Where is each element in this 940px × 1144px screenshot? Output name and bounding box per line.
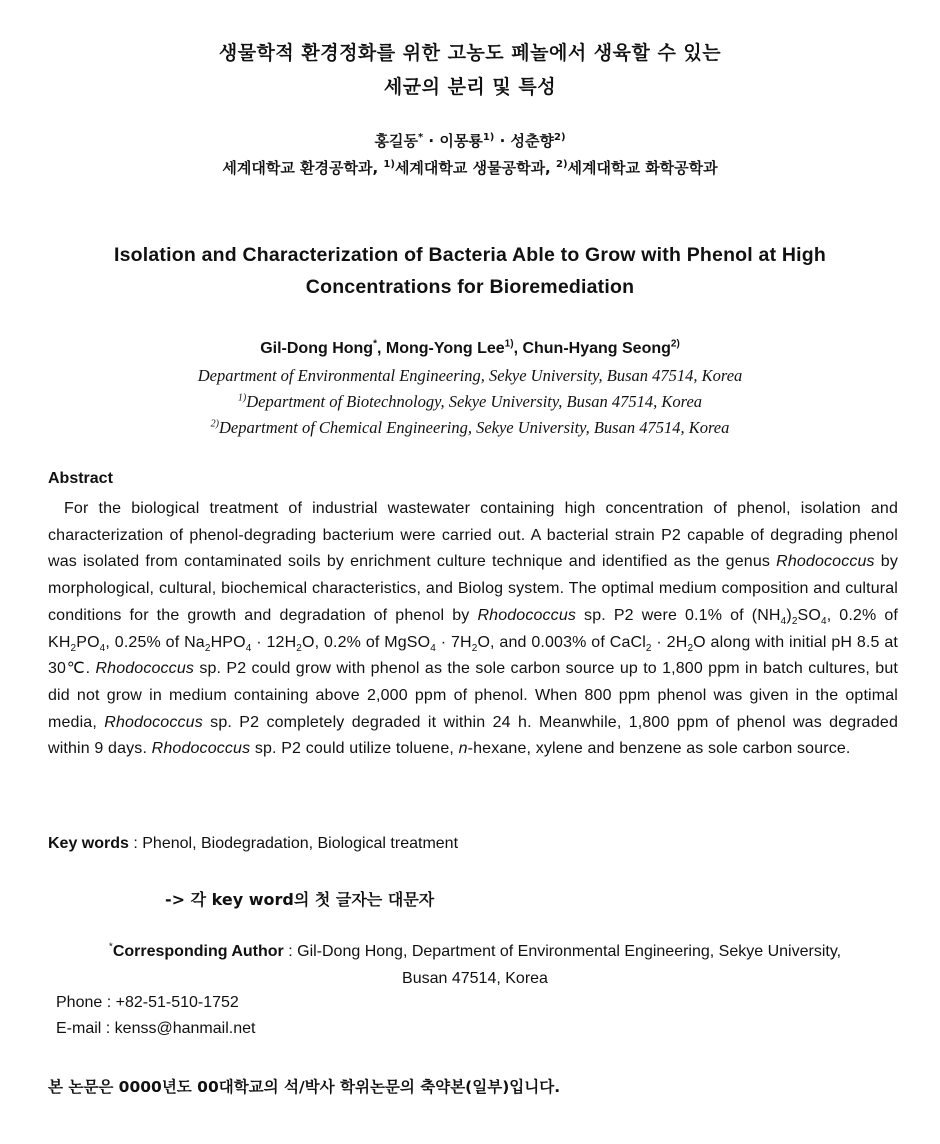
korean-authors <box>0 128 940 155</box>
korean-affiliation-1: 세계대학교 환경공학과, <box>222 159 384 177</box>
affiliation-marker-1: 1) <box>482 132 495 143</box>
english-author-3: , Chun-Hyang Seong <box>513 340 671 357</box>
phone: Phone : +82-51-510-1752 <box>56 994 239 1011</box>
corresponding-text: : Gil-Dong Hong, Department of Environmental Engineering, Sekye University, Busan 47514, Korea <box>283 943 842 987</box>
affiliation-marker-1: 1) <box>383 159 395 170</box>
korean-affiliation-2: 세계대학교 생물공학과, <box>394 159 556 177</box>
corresponding-marker: * <box>373 338 377 350</box>
korean-title <box>0 36 940 104</box>
email: E-mail : kenss@hanmail.net <box>56 1020 256 1037</box>
abstract-body: For the biological treatment of industrial wastewater containing high concentration of phenol, isolation and characterization of phenol-degrading bacterium were carried out. A bacterial strain P2 capable of degrading phenol was isolated from contaminated soils by enrichment culture technique and identified as the genus Rhodococcus by morphological, cultural, biochemical characteristics, and Biolog system. The optimal medium composition and cultural conditions for the growth and degradation of phenol by Rhodococcus sp. P2 were 0.1% of $(NH_4)_2SO_4$, 0.2% of $KH_2PO_4$, 0.25% of $Na_2HPO_4 \cdot 12H_2O$, 0.2% of MgSO$_4$ · $7H_2O$, and 0.003% of CaCl$_2$ · $2H_2O$ along with initial pH 8.5 at 30℃. Rhodococcus sp. P2 could grow with phenol as the sole carbon source up to 1,800 ppm in batch cultures, but did not grow in medium containing above 2,000 ppm of phenol. When 800 ppm phenol was given in the optimal media, Rhodococcus sp. P2 completely degraded it within 24 h. Meanwhile, 1,800 ppm of phenol was degraded within 9 days. Rhodococcus sp. P2 could utilize toluene, n-hexane, xylene and benzene as sole carbon source. <box>48 500 899 758</box>
corresponding-label: Corresponding Author <box>112 943 284 960</box>
corresponding-author <box>90 939 860 992</box>
keywords <box>48 835 458 853</box>
english-author-2: , Mong-Yong Lee <box>376 340 505 357</box>
english-author-1: Gil-Dong Hong <box>260 340 374 357</box>
abstract-heading: Abstract <box>48 470 113 487</box>
keywords-note: -> 각 key word의 첫 글자는 대문자 <box>165 890 435 909</box>
footer-note: 본 논문은 0000년도 00대학교의 석/박사 학위논문의 축약본(일부)입니다. <box>48 1078 561 1096</box>
korean-affiliation-3: 세계대학교 화학공학과 <box>567 159 718 177</box>
english-affiliation-1: Department of Environmental Engineering, Sekye University, Busan 47514, Korea <box>197 366 743 385</box>
english-title <box>0 239 940 303</box>
english-affiliation-3: $^{2)}$Department of Chemical Engineering, Sekye University, Busan 47514, Korea <box>210 418 730 437</box>
affiliation-marker-1: 1) <box>504 338 514 350</box>
english-title-line-1: Isolation and Characterization of Bacteria Able to Grow with Phenol at High <box>113 244 827 266</box>
korean-title-line-1: 생물학적 환경정화를 위한 고농도 페놀에서 생육할 수 있는 <box>218 42 722 64</box>
corresponding-marker: * <box>108 941 113 953</box>
affiliation-marker-2: 2) <box>670 338 680 350</box>
korean-affiliations <box>0 155 940 182</box>
corresponding-marker: * <box>417 132 424 143</box>
english-affiliation-2: $^{1)}$Department of Biotechnology, Sekye University, Busan 47514, Korea <box>237 392 703 411</box>
english-authors <box>0 340 940 358</box>
korean-author-1: 홍길동 <box>374 132 418 150</box>
korean-title-line-2: 세균의 분리 및 특성 <box>383 76 557 98</box>
korean-author-2: · 이몽룡 <box>423 132 483 150</box>
english-affiliations <box>0 363 940 441</box>
keywords-text: : Phenol, Biodegradation, Biological treatment <box>128 835 459 852</box>
affiliation-marker-2: 2) <box>553 132 566 143</box>
english-title-line-2: Concentrations for Bioremediation <box>305 276 635 298</box>
korean-author-3: · 성춘향 <box>494 132 554 150</box>
keywords-label: Key words <box>48 835 129 852</box>
affiliation-marker-2: 2) <box>555 159 568 170</box>
